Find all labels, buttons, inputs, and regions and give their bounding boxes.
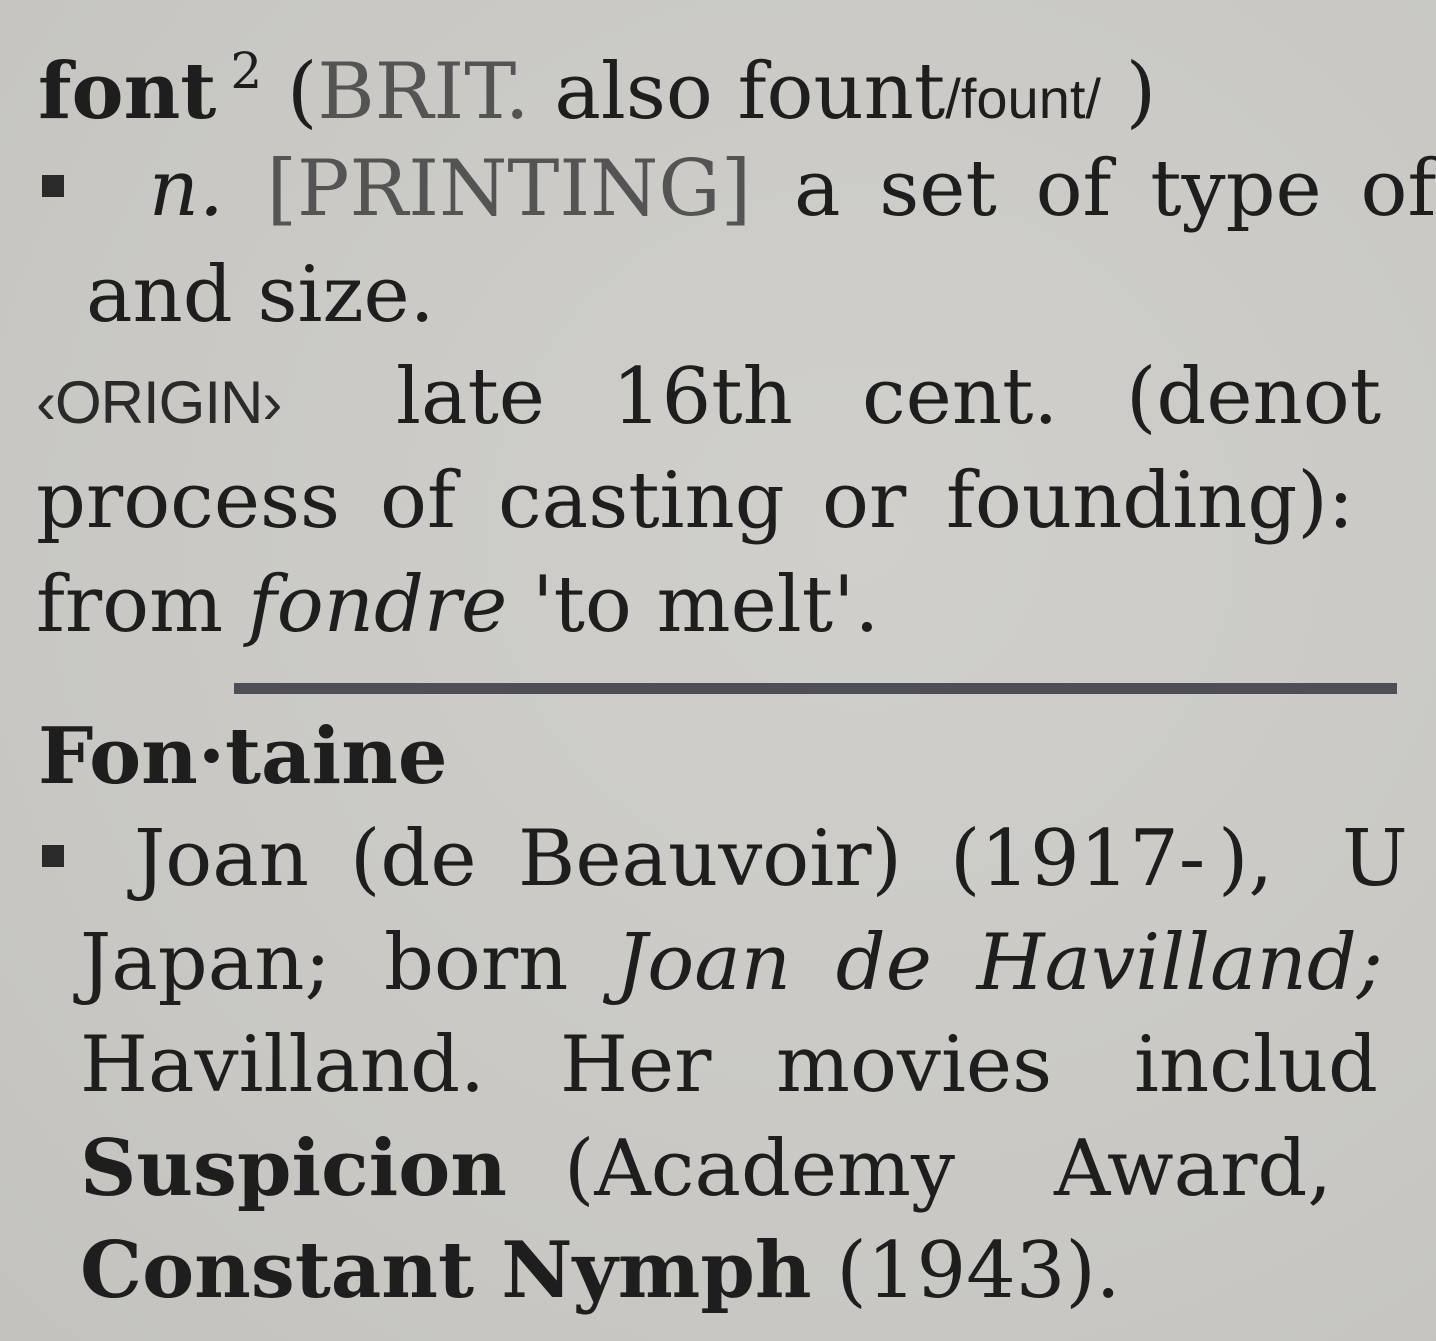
origin-word: from (36, 560, 224, 650)
origin-line (36, 352, 1397, 442)
variant-text: also fount (554, 47, 946, 137)
bio-word: Joan (134, 814, 309, 904)
bio-line-5 (80, 1225, 1121, 1316)
bio-line-4 (80, 1123, 1397, 1214)
bullet-icon (42, 845, 64, 867)
bio-word: U (1342, 814, 1408, 904)
bio-word: Her (560, 1020, 712, 1110)
bio-line-1 (42, 814, 1408, 904)
birth-name: Joan de Havilland; (616, 918, 1384, 1008)
headword-fontaine: Fon·taine (38, 711, 448, 802)
film-title: Constant Nymph (80, 1225, 812, 1316)
pronunciation: /fount/ (945, 67, 1101, 130)
bio-line-2 (80, 918, 1397, 1008)
bio-word: Japan; (80, 918, 331, 1008)
entry-divider (234, 683, 1397, 694)
definition-continuation: and size. (86, 250, 435, 340)
bio-word: Havilland. (80, 1020, 485, 1110)
bio-word: (Academy (564, 1124, 956, 1214)
paren-close: ) (1125, 47, 1157, 137)
bio-word: movies (776, 1020, 1053, 1110)
etymon: fondre (247, 560, 508, 650)
origin-line-3 (36, 560, 880, 650)
bio-word: Award, (1054, 1124, 1333, 1214)
part-of-speech: n. (148, 144, 224, 234)
bullet-icon (42, 175, 64, 197)
etymon-gloss: 'to melt'. (532, 560, 880, 650)
bio-word: Beauvoir) (518, 814, 902, 904)
film-year: (1943). (836, 1226, 1121, 1316)
bio-word: (de (350, 814, 477, 904)
origin-word: or (822, 456, 907, 546)
origin-word: (denot (1126, 352, 1382, 442)
paren-open: ( (286, 47, 318, 137)
origin-word: cent. (862, 352, 1059, 442)
origin-word: late (396, 352, 545, 442)
region-label: BRIT. (317, 47, 530, 137)
bio-word: born (384, 918, 569, 1008)
origin-line-2 (36, 456, 1397, 546)
subject-label: [PRINTING] (266, 144, 752, 234)
film-title: Suspicion (80, 1123, 507, 1214)
origin-label: ‹ORIGIN› (36, 369, 282, 436)
definition-text: a set of type of (793, 144, 1436, 234)
origin-word: of (380, 456, 456, 546)
bio-line-3 (80, 1020, 1397, 1110)
origin-word: casting (498, 456, 785, 546)
origin-word: process (36, 456, 341, 546)
entry-headline (38, 42, 1157, 137)
origin-word: 16th (612, 352, 793, 442)
origin-word: founding): (946, 456, 1355, 546)
bio-word: (1917- (950, 814, 1206, 904)
bio-word: ), (1218, 814, 1274, 904)
homograph-number: 2 (230, 42, 263, 100)
bio-word: includ (1134, 1020, 1378, 1110)
sense-line-1 (42, 144, 1436, 234)
headword-font: font (38, 46, 217, 137)
